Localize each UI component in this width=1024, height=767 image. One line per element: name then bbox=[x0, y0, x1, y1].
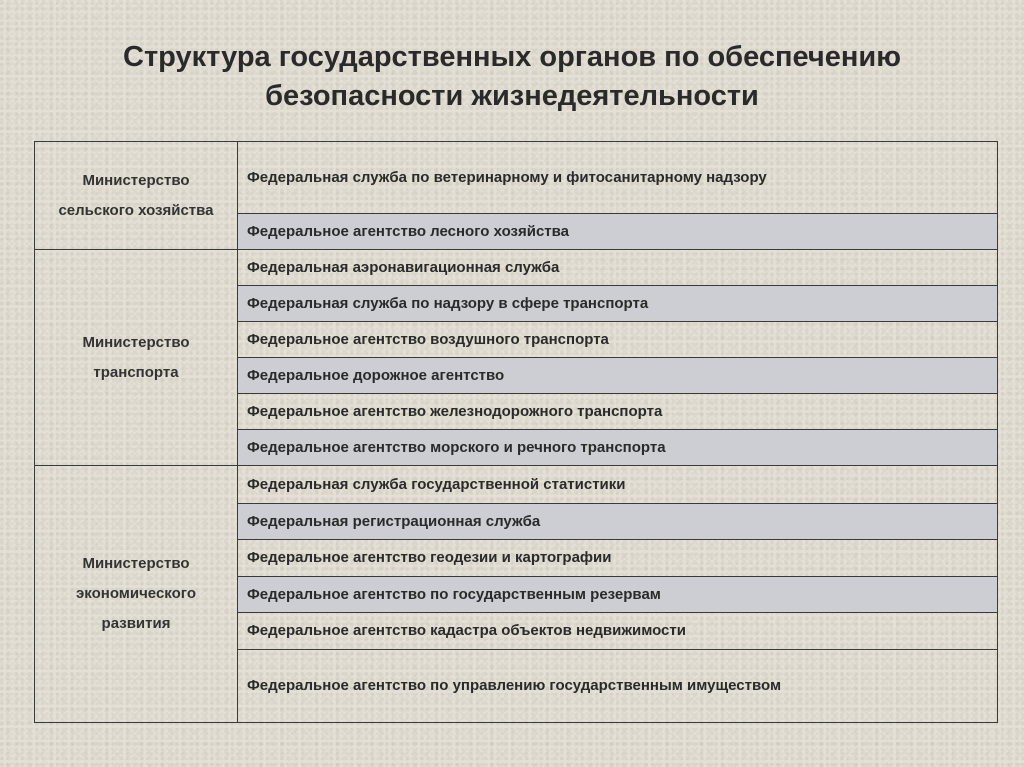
agency-cell: Федеральная аэронавигационная служба bbox=[238, 250, 998, 286]
ministry-name-line: Министерство bbox=[82, 333, 190, 351]
agency-cell: Федеральное агентство кадастра объектов недвижимости bbox=[238, 612, 998, 649]
ministry-agriculture-cell bbox=[35, 142, 238, 250]
ministry-name-line: Министерство bbox=[82, 171, 190, 189]
ministry-name-line: транспорта bbox=[93, 363, 179, 381]
ministry-name-line: развития bbox=[101, 615, 171, 633]
ministry-name-line: экономического bbox=[76, 585, 196, 603]
agency-cell: Федеральное агентство по государственным резервам bbox=[238, 576, 998, 612]
ministry-economic-development-cell bbox=[35, 466, 238, 723]
agency-cell: Федеральная регистрационная служба bbox=[238, 503, 998, 539]
agency-cell: Федеральная служба по надзору в сфере транспорта bbox=[238, 286, 998, 322]
ministry-name-line: Министерство bbox=[82, 555, 190, 573]
agency-cell: Федеральное агентство морского и речного транспорта bbox=[238, 430, 998, 466]
ministry-transport-cell bbox=[35, 250, 238, 466]
structure-table bbox=[34, 141, 998, 723]
page-title bbox=[0, 38, 1024, 116]
agency-cell: Федеральное агентство по управлению государственным имуществом bbox=[238, 649, 998, 722]
agency-cell: Федеральное агентство воздушного транспорта bbox=[238, 322, 998, 358]
page-title-line-2: безопасности жизнедеятельности bbox=[265, 80, 759, 112]
agency-cell: Федеральная служба государственной статистики bbox=[238, 466, 998, 503]
page-title-line-1: Структура государственных органов по обеспечению bbox=[123, 41, 901, 73]
table-row bbox=[35, 466, 998, 503]
ministry-name-line: сельского хозяйства bbox=[58, 201, 214, 219]
agency-cell: Федеральная служба по ветеринарному и фитосанитарному надзору bbox=[238, 142, 998, 214]
agency-cell: Федеральное дорожное агентство bbox=[238, 358, 998, 394]
agency-cell: Федеральное агентство лесного хозяйства bbox=[238, 214, 998, 250]
table-row bbox=[35, 250, 998, 286]
table-row bbox=[35, 142, 998, 214]
agency-cell: Федеральное агентство железнодорожного транспорта bbox=[238, 394, 998, 430]
agency-cell: Федеральное агентство геодезии и картографии bbox=[238, 539, 998, 576]
